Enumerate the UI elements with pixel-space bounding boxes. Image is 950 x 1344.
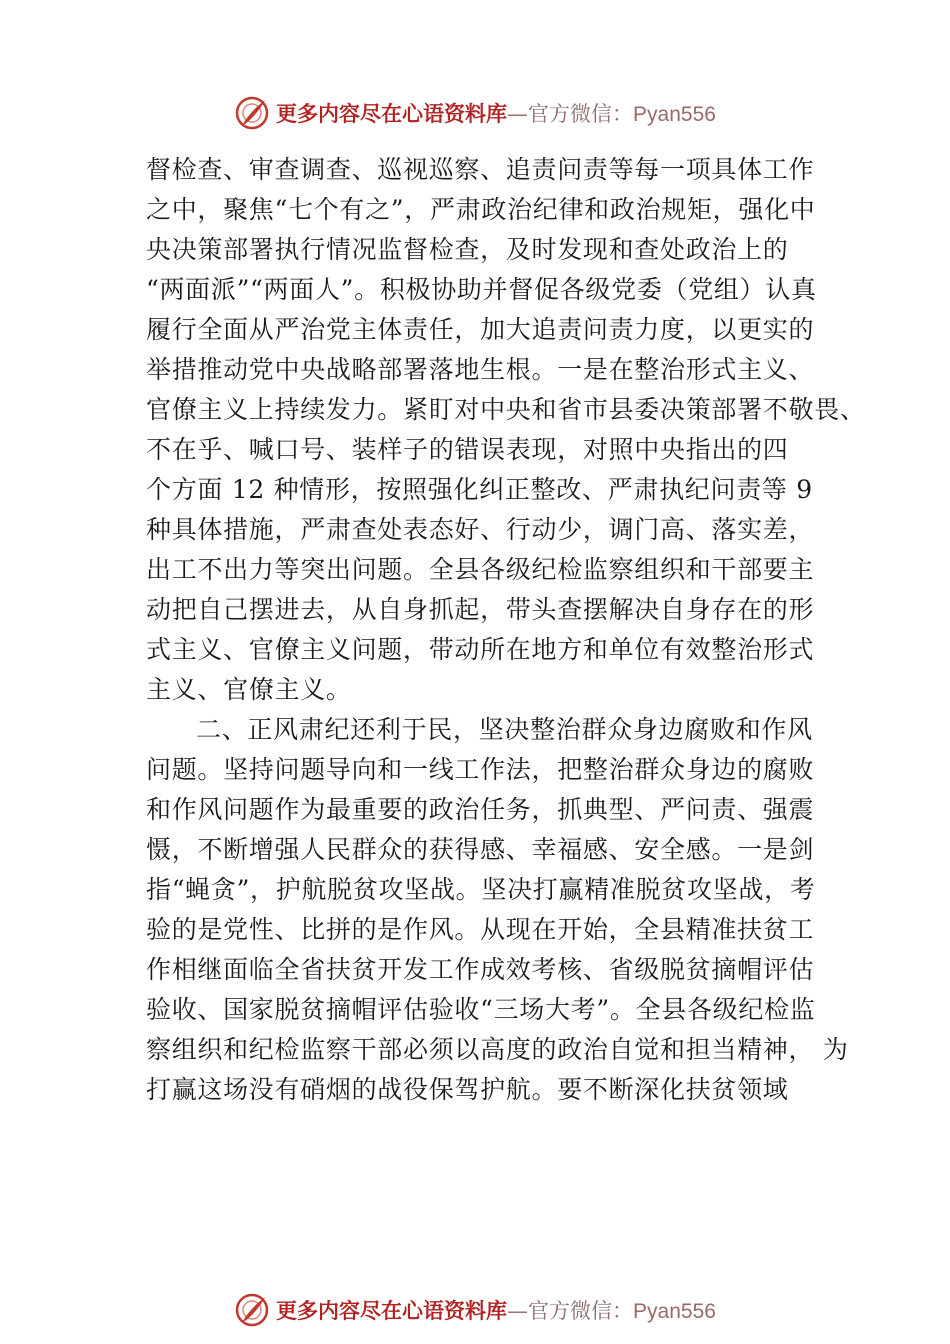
text-line: 官僚主义上持续发力。紧盯对中央和省市县委决策部署不敬畏、 bbox=[146, 395, 866, 424]
text-line: 出工不出力等突出问题。全县各级纪检监察组织和干部要主 bbox=[146, 555, 815, 584]
text-line: 之中，聚焦“七个有之”，严肃政治纪律和政治规矩，强化中 bbox=[146, 195, 816, 224]
text-line: “两面派”“两面人”。积极协助并督促各级党委（党组）认真 bbox=[146, 275, 817, 304]
paragraph-1 bbox=[146, 150, 866, 710]
footer-banner-text bbox=[276, 1295, 716, 1325]
quill-pen-logo-icon bbox=[234, 95, 270, 131]
banner-wechat-id: Pyan556 bbox=[633, 1300, 716, 1323]
text-line: 督检查、审查调查、巡视巡察、追责问责等每一项具体工作 bbox=[146, 155, 815, 184]
text-line: 验收、国家脱贫摘帽评估验收“三场大考”。全县各级纪检监 bbox=[146, 995, 816, 1024]
text-line: 动把自己摆进去，从自身抓起，带头查摆解决自身存在的形 bbox=[146, 595, 815, 624]
text-line: 作相继面临全省扶贫开发工作成效考核、省级脱贫摘帽评估 bbox=[146, 955, 815, 984]
text-line: 打赢这场没有硝烟的战役保驾护航。要不断深化扶贫领域 bbox=[146, 1075, 789, 1104]
text-line: 不在乎、喊口号、装样子的错误表现，对照中央指出的四 bbox=[146, 435, 789, 464]
text-line: 央决策部署执行情况监督检查，及时发现和查处政治上的 bbox=[146, 235, 789, 264]
banner-wechat-id: Pyan556 bbox=[633, 103, 716, 126]
banner-brand: 更多内容尽在心语资料库 bbox=[276, 1299, 508, 1323]
paragraph-2 bbox=[146, 710, 849, 1110]
text-line: 个方面 12 种情形，按照强化纠正整改、严肃执纪问责等 9 bbox=[146, 475, 813, 504]
text-line: 主义、官僚主义。 bbox=[146, 675, 352, 704]
text-line: 种具体措施，严肃查处表态好、行动少，调门高、落实差， bbox=[146, 515, 815, 544]
text-line: 履行全面从严治党主体责任，加大追责问责力度，以更实的 bbox=[146, 315, 815, 344]
section-heading-line: 二、正风肃纪还利于民，坚决整治群众身边腐败和作风 bbox=[196, 715, 813, 744]
header-banner bbox=[0, 93, 950, 133]
text-line: 式主义、官僚主义问题，带动所在地方和单位有效整治形式 bbox=[146, 635, 815, 664]
banner-official-label: 官方微信： bbox=[528, 1299, 634, 1323]
quill-pen-logo-icon bbox=[234, 1292, 270, 1328]
text-line: 和作风问题作为最重要的政治任务，抓典型、严问责、强震 bbox=[146, 795, 815, 824]
text-line: 举措推动党中央战略部署落地生根。一是在整治形式主义、 bbox=[146, 355, 815, 384]
text-line: 验的是党性、比拼的是作风。从现在开始，全县精准扶贫工 bbox=[146, 915, 815, 944]
header-banner-text bbox=[276, 98, 716, 128]
text-line: 慑，不断增强人民群众的获得感、幸福感、安全感。一是剑 bbox=[146, 835, 815, 864]
text-line: 问题。坚持问题导向和一线工作法，把整治群众身边的腐败 bbox=[146, 755, 815, 784]
banner-dash: — bbox=[507, 1299, 529, 1323]
text-line: 指“蝇贪”，护航脱贫攻坚战。坚决打赢精准脱贫攻坚战，考 bbox=[146, 875, 816, 904]
text-line: 察组织和纪检监察干部必须以高度的政治自觉和担当精神， 为 bbox=[146, 1035, 849, 1064]
banner-dash: — bbox=[507, 102, 529, 126]
footer-banner bbox=[0, 1290, 950, 1330]
document-body bbox=[146, 150, 866, 1110]
banner-official-label: 官方微信： bbox=[528, 102, 634, 126]
banner-brand: 更多内容尽在心语资料库 bbox=[276, 102, 508, 126]
